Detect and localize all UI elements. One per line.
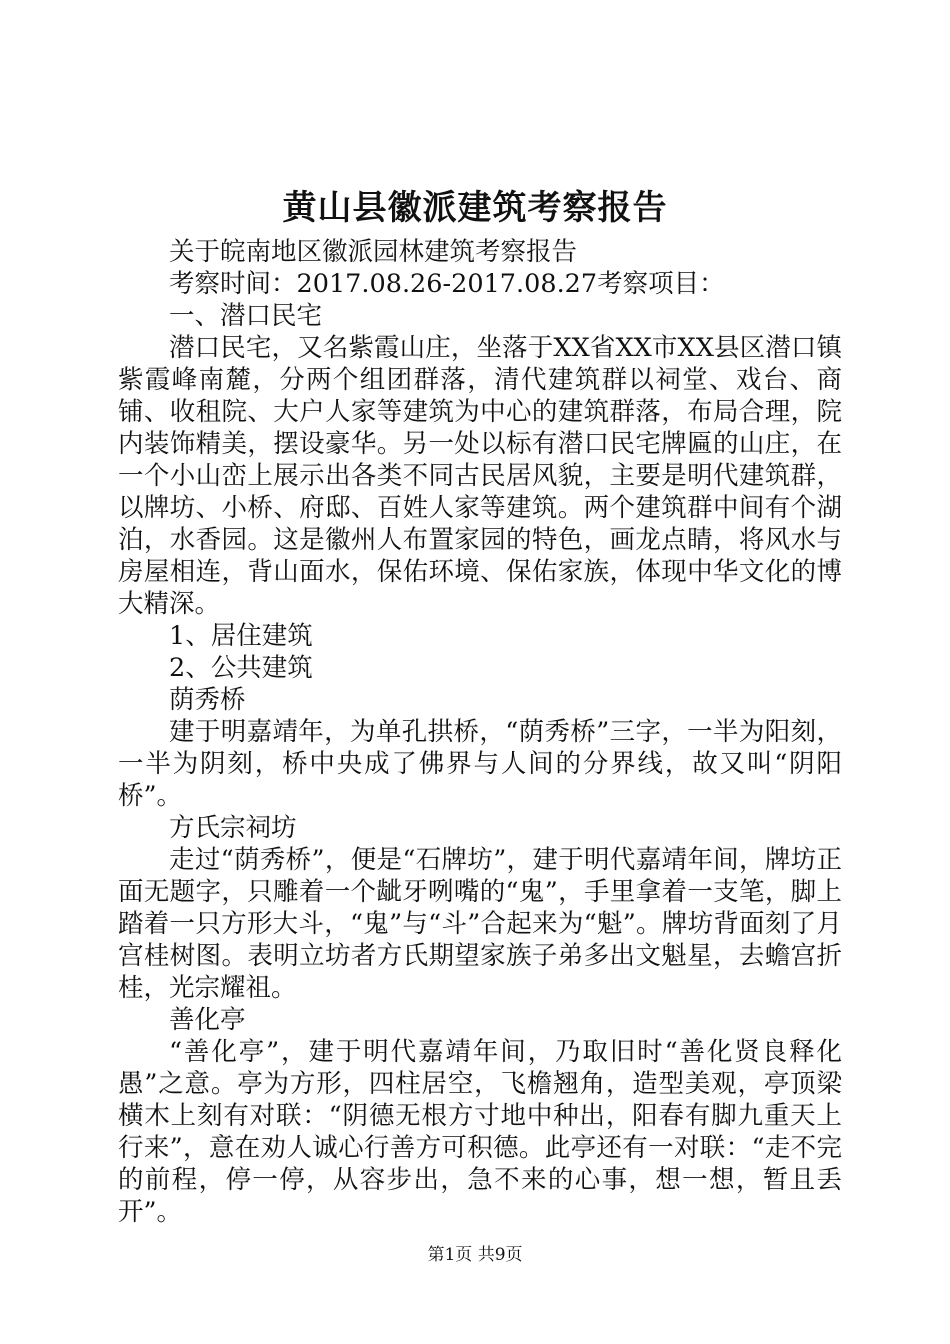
body-paragraph: 潜口民宅，又名紫霞山庄，坐落于XX省XX市XX县区潜口镇紫霞峰南麓，分两个组团群落，清代建筑群以祠堂、戏台、商铺、收租院、大户人家等建筑为中心的建筑群落，布局合理，院内装饰精美，摆设豪华。另一处以标有潜口民宅牌匾的山庄，在一个小山峦上展示出各类不同古民居风貌，主要是明代建筑群，以牌坊、小桥、府邸、百姓人家等建筑。两个建筑群中间有个湖泊，水香园。这是徽州人布置家园的特色，画龙点睛，将风水与房屋相连，背山面水，保佑环境、保佑家族，体现中华文化的博大精深。 [118,333,842,619]
body-paragraph: 建于明嘉靖年，为单孔拱桥，“荫秀桥”三字，一半为阳刻，一半为阴刻，桥中央成了佛界与人间的分界线，故又叫“阴阳桥”。 [118,717,842,811]
subsection-heading: 2、公共建筑 [169,653,313,683]
body-paragraph: 走过“荫秀桥”，便是“石牌坊”，建于明代嘉靖年间，牌坊正面无题字，只雕着一个龇牙咧嘴的“鬼”，手里拿着一支笔，脚上踏着一只方形大斗，“鬼”与“斗”合起来为“魁”。牌坊背面刻了月宫桂树图。表明立坊者方氏期望家族子弟多出文魁星，去蟾宫折桂，光宗耀祖。 [118,845,842,1003]
inspection-time-paragraph: 考察时间：2017.08.26-2017.08.27考察项目： [169,269,725,299]
item-heading: 荫秀桥 [169,685,246,715]
page-footer: 第1页 共9页 [427,1245,523,1265]
item-heading: 方氏宗祠坊 [169,813,297,843]
subsection-heading: 1、居住建筑 [169,621,313,651]
body-paragraph: “善化亭”，建于明代嘉靖年间，乃取旧时“善化贤良释化愚”之意。亭为方形，四柱居空，飞檐翘角，造型美观，亭顶梁横木上刻有对联：“阴德无根方寸地中种出，阳春有脚九重天上行来”，意在劝人诚心行善方可积德。此亭还有一对联：“走不完的前程，停一停，从容步出，急不来的心事，想一想，暂且丢开”。 [118,1037,842,1227]
document-body [118,236,842,1228]
item-heading: 善化亭 [169,1005,246,1035]
subtitle-paragraph: 关于皖南地区徽派园林建筑考察报告 [169,237,578,267]
document-title: 黄山县徽派建筑考察报告 [282,188,668,228]
section-heading: 一、潜口民宅 [169,301,323,331]
